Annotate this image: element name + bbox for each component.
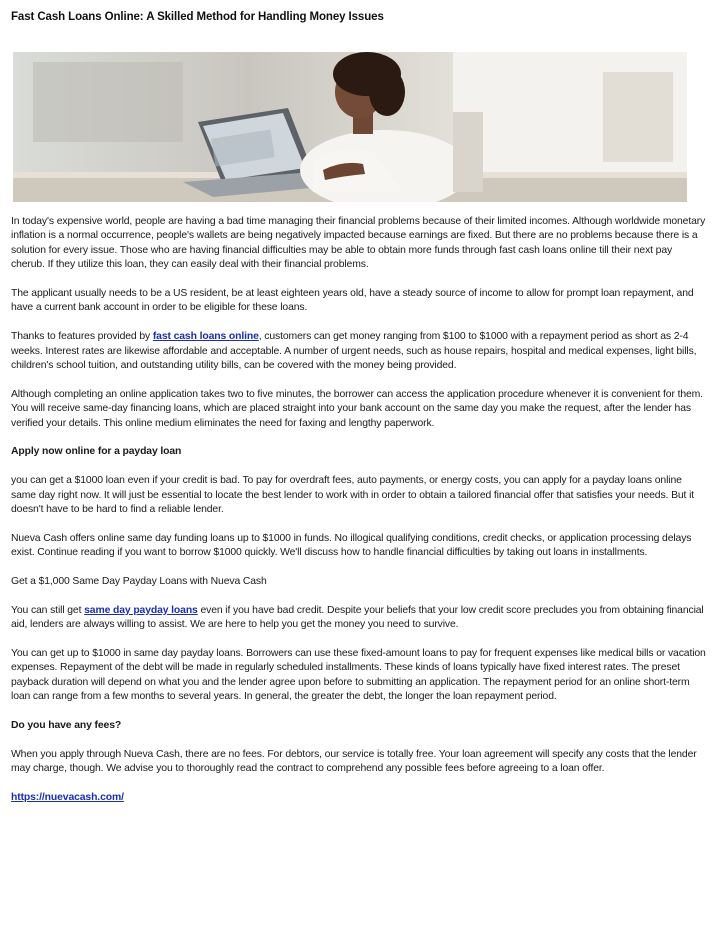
paragraph-eligibility: The applicant usually needs to be a US resident, be at least eighteen years old, have a steady source of income to allow for prompt loan repayment, and have a current bank account in order to be eligible for these loans. bbox=[11, 288, 694, 314]
paragraph-get-1000: Get a $1,000 Same Day Payday Loans with Nueva Cash bbox=[11, 576, 267, 588]
text-segment: Thanks to features provided by bbox=[11, 331, 153, 343]
paragraph-application: Although completing an online application takes two to five minutes, the borrower can access the application procedure whenever it is convenient for them. You will receive same-day financing loans, which are placed straight into your bank account on the same day you make the request, after the lender has verified your details. This online medium eliminates the need for faxing and lengthy paperwork. bbox=[11, 388, 703, 429]
paragraph-nueva-cash: Nueva Cash offers online same day funding loans up to $1000 in funds. No illogical qualifying conditions, credit checks, or application processing delays exist. Continue reading if you want to borrow $1000 quickly. We'll discuss how to handle financial difficulties by taking out loans in installments. bbox=[11, 532, 692, 559]
photo-illustration bbox=[13, 52, 687, 202]
heading-apply-now: Apply now online for a payday loan bbox=[11, 446, 182, 458]
paragraph-features bbox=[11, 330, 707, 373]
page-title: Fast Cash Loans Online: A Skilled Method for Handling Money Issues bbox=[11, 11, 384, 23]
heading-fees: Do you have any fees? bbox=[11, 720, 122, 732]
fast-cash-loans-link[interactable]: fast cash loans online bbox=[152, 331, 259, 343]
paragraph-up-to-1000: You can get up to $1000 in same day payday loans. Borrowers can use these fixed-amount loans to pay for frequent expenses like medical bills or vacation expenses. Repayment of the debt will be made in regularly scheduled installments. These kinds of loans typically have fixed interest rates. The preset payback duration will depend on what you and the lender agree upon before to submitting an application. The repayment period for an online short-term loan can range from a few months to several years. In general, the greater the debt, the longer the loan repayment period. bbox=[11, 648, 706, 703]
same-day-payday-loans-link[interactable]: same day payday loans bbox=[84, 604, 198, 616]
paragraph-still-get bbox=[11, 604, 707, 633]
text-segment: You can still get bbox=[11, 604, 85, 616]
paragraph-bad-credit: you can get a $1000 loan even if your credit is bad. To pay for overdraft fees, auto payments, or energy costs, you can apply for a payday loans online same day right now. It will just be essential to locate the best lender to work with in order to obtain a tailored financial offer that satisfies your needs. But it doesn't have to be hard to find a reliable lender. bbox=[11, 475, 695, 516]
text-segment: even if you have bad credit. Despite your beliefs that your low credit score precludes you from obtaining financial aid, lenders are always willing to assist. We are here to help you get the money you need to survive. bbox=[11, 604, 704, 631]
woman-at-laptop-photo bbox=[13, 52, 687, 202]
paragraph-fees: When you apply through Nueva Cash, there are no fees. For debtors, our service is totally free. Your loan agreement will specify any costs that the lender may charge, though. We advise you to thoroughly read the contract to comprehend any possible fees before agreeing to a loan offer. bbox=[11, 748, 697, 775]
article-body bbox=[11, 215, 707, 820]
nuevacash-url-link[interactable]: https://nuevacash.com/ bbox=[11, 792, 124, 804]
paragraph-intro: In today's expensive world, people are having a bad time managing their financial problems because of their limited incomes. Although worldwide monetary inflation is a normal occurrence, people's wallets are being negatively impacted because earnings are fixed. But there are no problems because there is a solution for every issue. Those who are having financial difficulties may be able to obtain more funds through fast cash loans online till their next pay cherub. If they utilize this loan, they can easily deal with their financial problems. bbox=[11, 216, 706, 271]
text-segment: , customers can get money ranging from $100 to $1000 with a repayment period as short as 2-4 weeks. Interest rates are likewise affordable and acceptable. A number of urgent needs, such as house repairs, hospital and medical expenses, light bills, children's school tuition, and outstanding utility bills, can be covered with the money being provided. bbox=[11, 331, 697, 372]
